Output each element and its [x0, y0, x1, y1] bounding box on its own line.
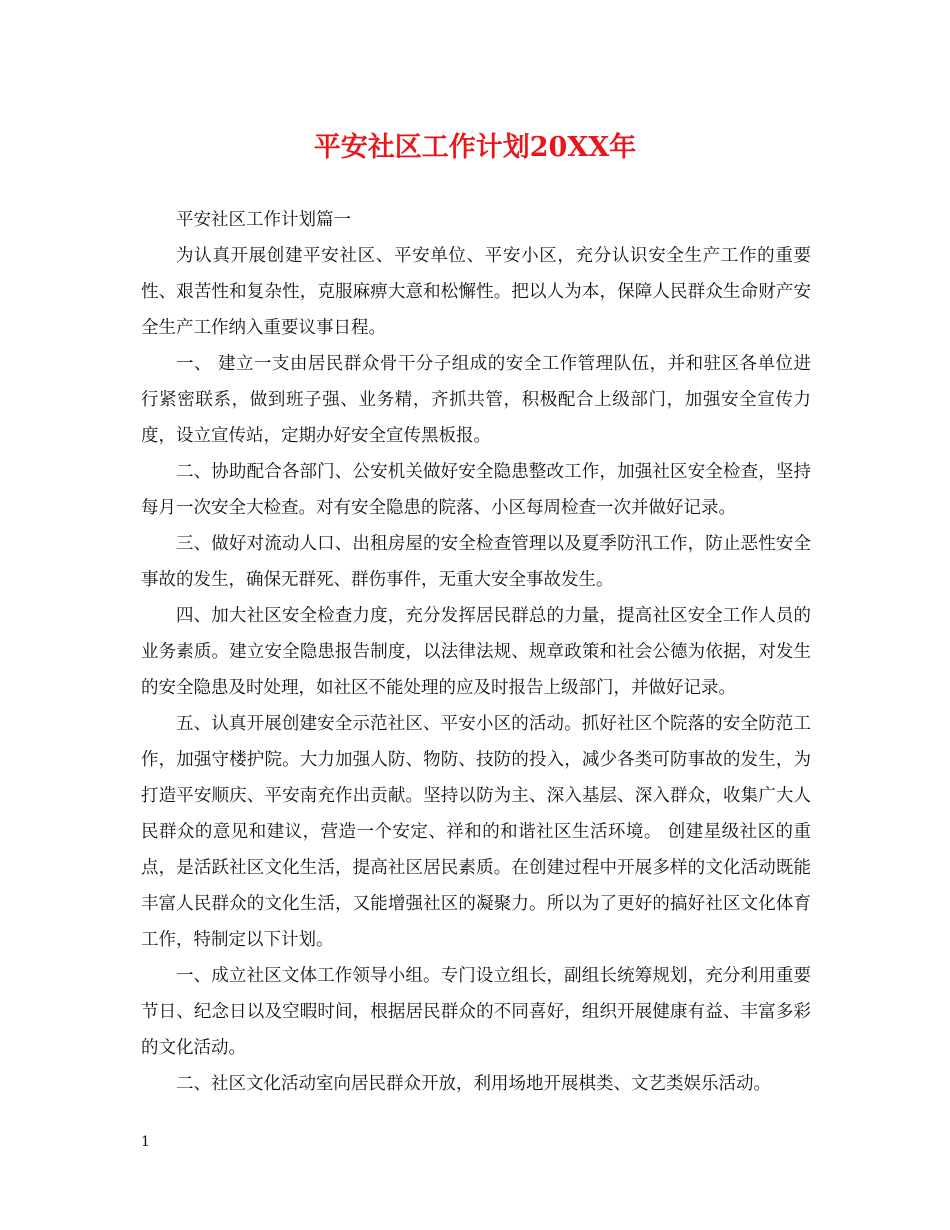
body-paragraph: 二、协助配合各部门、公安机关做好安全隐患整改工作，加强社区安全检查，坚持每月一次安全大检查。对有安全隐患的院落、小区每周检查一次并做好记录。 — [141, 462, 811, 518]
body-paragraph: 二、社区文化活动室向居民群众开放，利用场地开展棋类、文艺类娱乐活动。 — [176, 1074, 771, 1094]
body-paragraph: 五、认真开展创建安全示范社区、平安小区的活动。抓好社区个院落的安全防范工作，加强守楼护院。大力加强人防、物防、技防的投入，减少各类可防事故的发生，为打造平安顺庆、平安南充作出贡献。坚持以防为主、深入基层、深入群众，收集广大人民群众的意见和建议，营造一个安定、祥和的和谐社区生活环境。 创建星级社区的重点，是活跃社区文化生活，提高社区居民素质。在创建过程中开展多样的文化活动既能丰富人民群众的文化生活，又能增强社区的凝聚力。所以为了更好的搞好社区文化体育工作，特制定以下计划。 — [141, 714, 811, 950]
document-title: 平安社区工作计划20XX年 — [313, 132, 637, 163]
body-paragraph: 一、成立社区文体工作领导小组。专门设立组长，副组长统筹规划，充分利用重要节日、纪念日以及空暇时间，根据居民群众的不同喜好，组织开展健康有益、丰富多彩的文化活动。 — [141, 966, 811, 1058]
page-number: 1 — [141, 1134, 150, 1150]
body-paragraph: 一、 建立一支由居民群众骨干分子组成的安全工作管理队伍，并和驻区各单位进行紧密联系，做到班子强、业务精，齐抓共管，积极配合上级部门，加强安全宣传力度，设立宣传站，定期办好安全宣传黑板报。 — [141, 354, 811, 446]
body-paragraph: 四、加大社区安全检查力度，充分发挥居民群总的力量，提高社区安全工作人员的业务素质。建立安全隐患报告制度，以法律法规、规章政策和社会公德为依据，对发生的安全隐患及时处理，如社区不能处理的应及时报告上级部门，并做好记录。 — [141, 606, 811, 698]
body-paragraph: 三、做好对流动人口、出租房屋的安全检查管理以及夏季防汛工作，防止恶性安全事故的发生，确保无群死、群伤事件，无重大安全事故发生。 — [141, 534, 811, 590]
body-paragraph: 为认真开展创建平安社区、平安单位、平安小区，充分认识安全生产工作的重要性、艰苦性和复杂性，克服麻痹大意和松懈性。把以人为本，保障人民群众生命财产安全生产工作纳入重要议事日程。 — [141, 246, 811, 338]
body-paragraph: 平安社区工作计划篇一 — [176, 210, 351, 230]
document-body — [141, 202, 811, 1102]
